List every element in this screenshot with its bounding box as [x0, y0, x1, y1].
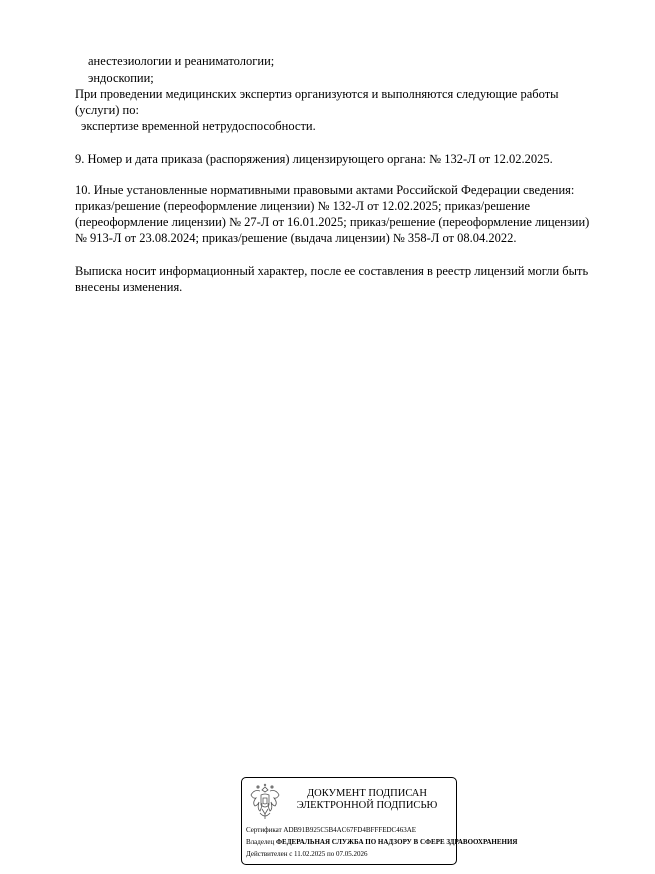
stamp-title-line-1: ДОКУМЕНТ ПОДПИСАН — [307, 788, 427, 799]
disclaimer-line: внесены изменения. — [75, 280, 183, 294]
text-line: эндоскопии; — [88, 71, 154, 85]
owner-value: ФЕДЕРАЛЬНАЯ СЛУЖБА ПО НАДЗОРУ В СФЕРЕ ЗДРАВООХРАНЕНИЯ — [276, 838, 518, 846]
coat-of-arms-icon — [248, 783, 282, 823]
text-line: (переоформление лицензии) № 27-Л от 16.01.2025; приказ/решение (переоформление лицензии) — [75, 215, 590, 229]
section-9-heading: 9. Номер и дата приказа (распоряжения) лицензирующего органа: № 132-Л от 12.02.2025. — [75, 152, 553, 166]
text-line: экспертизе временной нетрудоспособности. — [81, 119, 316, 133]
text-line: приказ/решение (переоформление лицензии) № 132-Л от 12.02.2025; приказ/решение — [75, 199, 531, 213]
owner-label: Владелец — [246, 838, 275, 846]
stamp-owner — [246, 838, 518, 847]
text-line: (услуги) по: — [75, 103, 139, 117]
stamp-title-line-2: ЭЛЕКТРОННОЙ ПОДПИСЬЮ — [296, 800, 438, 811]
text-line: № 913-Л от 23.08.2024; приказ/решение (выдача лицензии) № 358-Л от 08.04.2022. — [75, 231, 517, 245]
certificate-value: ADB91B925C5B4AC67FD4BFFFEDC463AE — [283, 826, 417, 834]
electronic-signature-stamp — [241, 777, 518, 865]
certificate-label: Сертификат — [246, 826, 282, 834]
section-10-heading: 10. Иные установленные нормативными правовыми актами Российской Федерации сведения: — [75, 183, 575, 197]
stamp-validity: Действителен с 11.02.2025 по 07.05.2026 — [246, 850, 368, 858]
text-line: анестезиологии и реаниматологии; — [88, 54, 275, 68]
stamp-certificate — [246, 826, 456, 835]
disclaimer-line: Выписка носит информационный характер, после ее составления в реестр лицензий могли быть — [75, 264, 589, 278]
text-line: При проведении медицинских экспертиз организуются и выполняются следующие работы — [75, 87, 559, 101]
